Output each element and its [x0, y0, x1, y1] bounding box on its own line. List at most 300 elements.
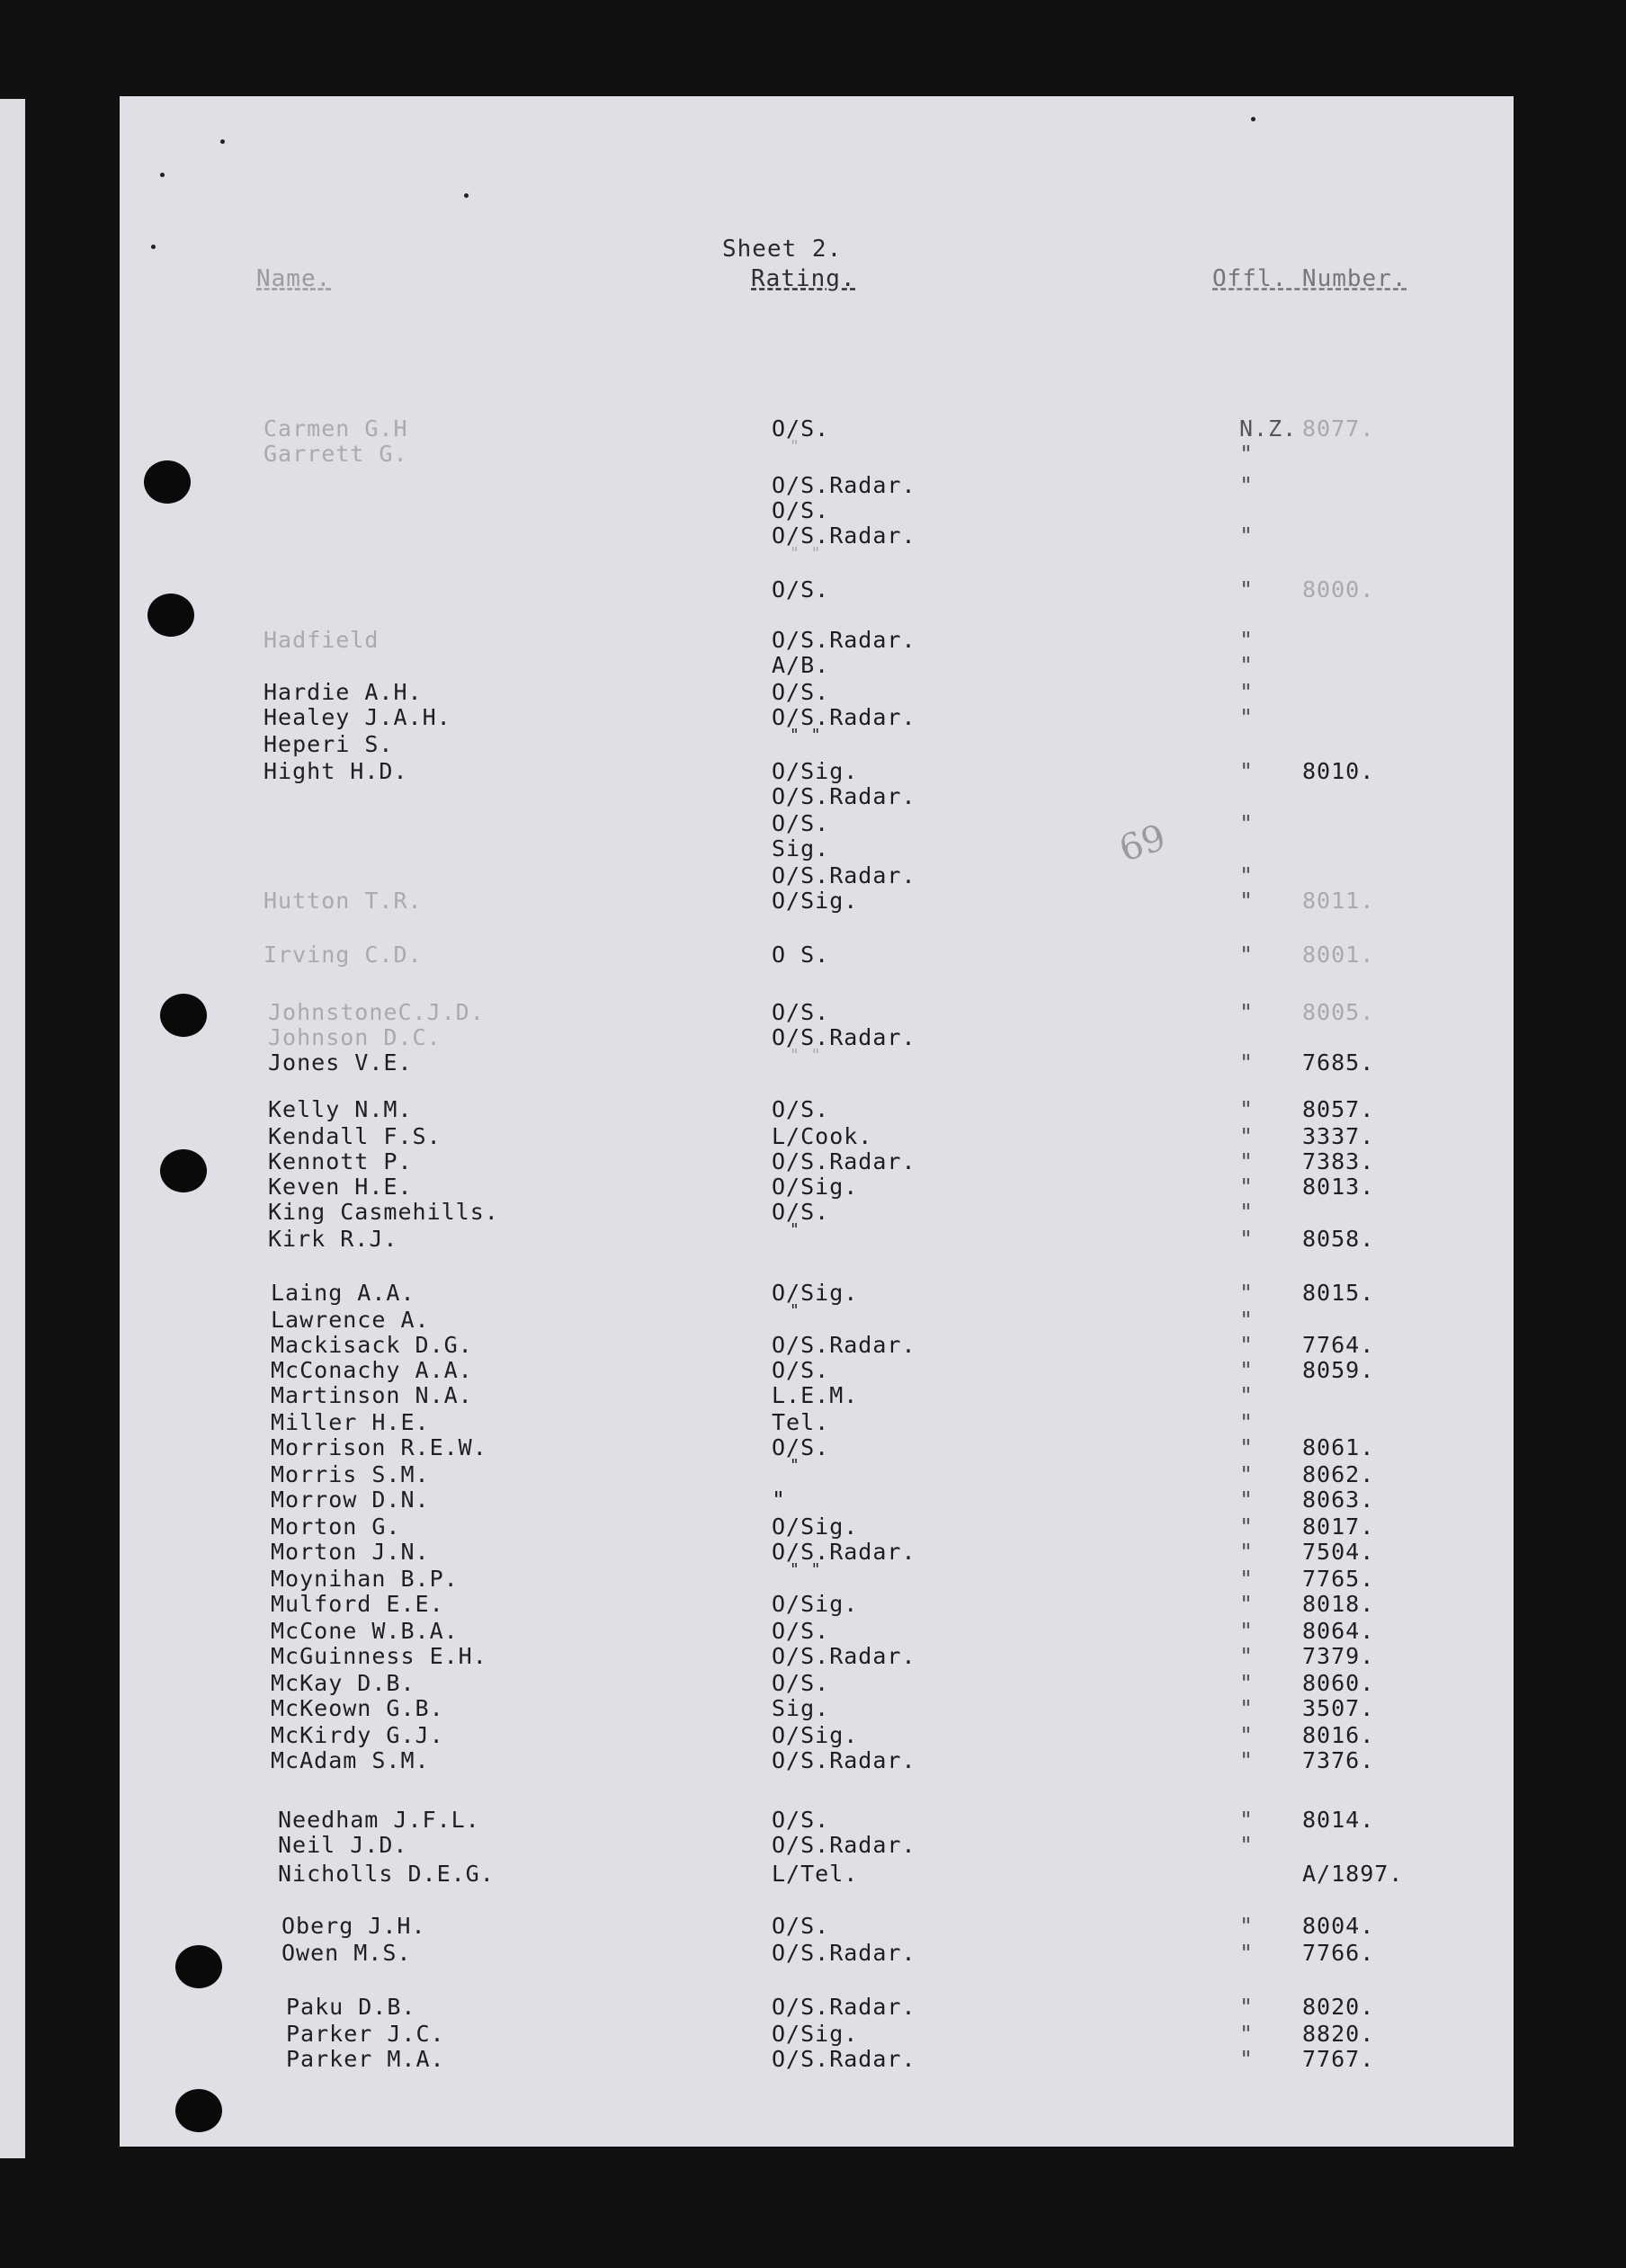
punch-hole: [144, 460, 191, 504]
crew-rating: L.E.M.: [772, 1382, 859, 1408]
number-prefix: ": [1239, 1994, 1255, 2020]
crew-rating: O/S.: [772, 576, 830, 603]
table-row: [120, 1174, 1487, 1199]
crew-rating: O/S.Radar.: [772, 1832, 916, 1858]
number-value: 8057.: [1302, 1096, 1375, 1122]
number-prefix: ": [1239, 862, 1255, 888]
number-prefix: ": [1239, 1643, 1255, 1669]
number-prefix: ": [1239, 472, 1255, 498]
number-value: 8014.: [1302, 1807, 1375, 1833]
crew-name: Kirk R.J.: [268, 1226, 398, 1252]
table-row: [120, 1357, 1487, 1382]
crew-rating: O/S.: [772, 1434, 830, 1460]
crew-rating: O/Sig.: [772, 1174, 859, 1200]
ditto-mark: " ": [790, 726, 822, 745]
official-number: [1239, 1226, 1469, 1252]
official-number: [1239, 576, 1469, 603]
ditto-mark: ": [790, 1301, 800, 1320]
number-value: 7765.: [1302, 1566, 1375, 1592]
number-prefix: ": [1239, 2021, 1255, 2047]
crew-name: Lawrence A.: [271, 1307, 430, 1333]
official-number: [1239, 1174, 1469, 1200]
crew-name: Miller H.E.: [271, 1409, 430, 1435]
number-prefix: ": [1239, 1409, 1255, 1435]
number-value: 7685.: [1302, 1049, 1375, 1076]
official-number: [1239, 1096, 1469, 1122]
number-prefix: ": [1239, 679, 1255, 705]
punch-hole: [147, 594, 194, 637]
crew-rating: O/S.: [772, 810, 830, 836]
number-prefix: ": [1239, 1695, 1255, 1721]
table-row: [120, 1307, 1487, 1332]
number-prefix: ": [1239, 1049, 1255, 1076]
official-number: [1239, 2046, 1469, 2072]
crew-name: McCone W.B.A.: [271, 1618, 459, 1644]
number-prefix: ": [1239, 704, 1255, 730]
official-number: [1239, 1670, 1469, 1696]
table-row: [120, 1487, 1487, 1512]
table-row: [120, 1591, 1487, 1616]
number-value: 3507.: [1302, 1695, 1375, 1721]
table-row: [120, 1618, 1487, 1643]
crew-name: Garrett G.: [264, 441, 408, 467]
official-number: [1239, 1566, 1469, 1592]
official-number: [1239, 652, 1469, 678]
crew-rating: O/S.Radar.: [772, 704, 916, 730]
table-row: [120, 783, 1487, 808]
official-number: [1239, 1591, 1469, 1617]
number-prefix: ": [1239, 1199, 1255, 1225]
crew-rating: A/B.: [772, 652, 830, 678]
number-value: 8005.: [1302, 999, 1375, 1025]
number-prefix: ": [1239, 1280, 1255, 1306]
column-header-name: Name.: [256, 265, 332, 292]
crew-rating: O/S.Radar.: [772, 1747, 916, 1773]
crew-name: Martinson N.A.: [271, 1382, 473, 1408]
ink-speck: [1251, 117, 1255, 121]
crew-name: McGuinness E.H.: [271, 1643, 487, 1669]
official-number: [1239, 1357, 1469, 1383]
official-number: [1239, 1832, 1469, 1858]
official-number: [1239, 835, 1469, 862]
number-value: 7376.: [1302, 1747, 1375, 1773]
crew-rating: O/Sig.: [772, 1280, 859, 1306]
number-value: A/1897.: [1302, 1861, 1404, 1887]
ditto-mark: ": [790, 1456, 800, 1475]
number-value: 7383.: [1302, 1148, 1375, 1174]
number-prefix: ": [1239, 1913, 1255, 1939]
official-number: [1239, 1618, 1469, 1644]
table-row: [120, 472, 1487, 497]
official-number: [1239, 1461, 1469, 1487]
official-number: [1239, 1332, 1469, 1358]
crew-rating: O/S.: [772, 1807, 830, 1833]
crew-rating: O/S.: [772, 1618, 830, 1644]
crew-rating: L/Cook.: [772, 1123, 873, 1149]
official-number: [1239, 551, 1469, 577]
crew-rating: L/Tel.: [772, 1861, 859, 1887]
crew-rating: O/S.Radar.: [772, 1332, 916, 1358]
crew-name: Jones V.E.: [268, 1049, 413, 1076]
number-prefix: ": [1239, 1382, 1255, 1408]
crew-rating: O/S.Radar.: [772, 1643, 916, 1669]
number-prefix: ": [1239, 1434, 1255, 1460]
number-prefix: ": [1239, 1670, 1255, 1696]
table-row: [120, 1994, 1487, 2019]
sheet-title: Sheet 2.: [722, 236, 843, 263]
ditto-mark: ": [790, 1220, 800, 1239]
number-value: 7766.: [1302, 1940, 1375, 1966]
punch-hole: [160, 994, 207, 1037]
official-number: [1239, 783, 1469, 809]
crew-rating: O/S.Radar.: [772, 783, 916, 809]
crew-name: Hadfield: [264, 627, 380, 653]
crew-rating: O/S.Radar.: [772, 627, 916, 653]
table-row: [120, 627, 1487, 652]
table-row: [120, 810, 1487, 835]
official-number: [1239, 862, 1469, 888]
crew-rating: Sig.: [772, 835, 830, 862]
official-number: [1239, 1539, 1469, 1565]
ditto-mark: " ": [790, 544, 822, 563]
table-row: [120, 1226, 1487, 1251]
crew-rating: O/Sig.: [772, 1591, 859, 1617]
crew-name: Healey J.A.H.: [264, 704, 451, 730]
crew-name: Moynihan B.P.: [271, 1566, 459, 1592]
ink-speck: [220, 139, 225, 144]
table-row: [120, 942, 1487, 967]
table-row: [120, 551, 1487, 576]
official-number: [1239, 1049, 1469, 1076]
official-number: [1239, 441, 1469, 467]
number-value: 8001.: [1302, 942, 1375, 968]
number-prefix: ": [1239, 810, 1255, 836]
crew-rating: O/S.Radar.: [772, 1994, 916, 2020]
official-number: [1239, 1747, 1469, 1773]
table-row: [120, 1332, 1487, 1357]
crew-name: Neil J.D.: [278, 1832, 408, 1858]
official-number: [1239, 1861, 1469, 1887]
crew-name: McKirdy G.J.: [271, 1722, 444, 1748]
official-number: [1239, 888, 1469, 914]
official-number: [1239, 1409, 1469, 1435]
crew-rating: O/Sig.: [772, 1722, 859, 1748]
number-prefix: ": [1239, 1747, 1255, 1773]
number-value: 8063.: [1302, 1487, 1375, 1513]
crew-name: Parker J.C.: [286, 2021, 445, 2047]
ink-speck: [160, 173, 165, 177]
crew-rating: O/S.: [772, 415, 830, 442]
crew-name: Heperi S.: [264, 731, 394, 757]
table-row: [120, 862, 1487, 888]
crew-rating: O/Sig.: [772, 888, 859, 914]
number-prefix: ": [1239, 576, 1255, 603]
table-row: [120, 1148, 1487, 1174]
crew-rating: O/S.: [772, 999, 830, 1025]
number-prefix: ": [1239, 1566, 1255, 1592]
number-value: 7764.: [1302, 1332, 1375, 1358]
crew-rating: O/S.Radar.: [772, 1024, 916, 1050]
number-prefix: ": [1239, 1461, 1255, 1487]
number-value: 8061.: [1302, 1434, 1375, 1460]
table-row: [120, 1123, 1487, 1148]
column-header-official-number: Offl. Number.: [1212, 265, 1407, 292]
table-row: [120, 1722, 1487, 1747]
official-number: [1239, 1123, 1469, 1149]
document-sheet: [120, 96, 1514, 2147]
official-number: [1239, 1487, 1469, 1513]
official-number: [1239, 679, 1469, 705]
table-row: [120, 2046, 1487, 2071]
crew-rating: O/S.: [772, 1096, 830, 1122]
crew-name: Morris S.M.: [271, 1461, 430, 1487]
table-row: [120, 1670, 1487, 1695]
number-prefix: ": [1239, 1487, 1255, 1513]
crew-name: McKeown G.B.: [271, 1695, 444, 1721]
number-prefix: ": [1239, 2046, 1255, 2072]
number-value: 8004.: [1302, 1913, 1375, 1939]
number-value: 8062.: [1302, 1461, 1375, 1487]
number-prefix: ": [1239, 1148, 1255, 1174]
ink-speck: [464, 193, 469, 198]
official-number: [1239, 1722, 1469, 1748]
table-row: [120, 1513, 1487, 1539]
table-row: [120, 1382, 1487, 1407]
crew-name: Carmen G.H: [264, 415, 408, 442]
number-prefix: ": [1239, 1618, 1255, 1644]
official-number: [1239, 810, 1469, 836]
number-prefix: ": [1239, 1332, 1255, 1358]
number-prefix: ": [1239, 1307, 1255, 1333]
crew-name: Morrow D.N.: [271, 1487, 430, 1513]
crew-name: Hardie A.H.: [264, 679, 423, 705]
crew-name: McKay D.B.: [271, 1670, 415, 1696]
number-prefix: ": [1239, 999, 1255, 1025]
punch-hole: [160, 1149, 207, 1192]
table-row: [120, 758, 1487, 783]
crew-name: McConachy A.A.: [271, 1357, 473, 1383]
punch-hole: [175, 1945, 222, 1988]
crew-name: King Casmehills.: [268, 1199, 499, 1225]
official-number: [1239, 1513, 1469, 1540]
crew-rating: O/Sig.: [772, 758, 859, 784]
ditto-mark: " ": [790, 1560, 822, 1579]
crew-name: Paku D.B.: [286, 1994, 416, 2020]
number-prefix: ": [1239, 1807, 1255, 1833]
number-prefix: ": [1239, 942, 1255, 968]
crew-name: Hutton T.R.: [264, 888, 423, 914]
ditto-mark: " ": [790, 1046, 822, 1065]
table-row: [120, 731, 1487, 756]
page-stamp: 69: [1114, 817, 1171, 871]
number-value: 8011.: [1302, 888, 1375, 914]
crew-name: Mackisack D.G.: [271, 1332, 473, 1358]
crew-rating: Tel.: [772, 1409, 830, 1435]
table-row: [120, 1832, 1487, 1857]
number-value: 8060.: [1302, 1670, 1375, 1696]
number-prefix: ": [1239, 1591, 1255, 1617]
official-number: [1239, 2021, 1469, 2047]
number-prefix: ": [1239, 1940, 1255, 1966]
crew-rating: O/S.Radar.: [772, 862, 916, 888]
number-prefix: ": [1239, 1226, 1255, 1252]
crew-rating: O/S.: [772, 1670, 830, 1696]
crew-rating: O/S.: [772, 1913, 830, 1939]
number-value: 8015.: [1302, 1280, 1375, 1306]
official-number: [1239, 1807, 1469, 1833]
official-number: [1239, 1695, 1469, 1721]
official-number: [1239, 758, 1469, 784]
table-row: [120, 835, 1487, 861]
official-number: [1239, 731, 1469, 757]
number-prefix: N.Z.: [1239, 415, 1298, 442]
number-prefix: ": [1239, 1357, 1255, 1383]
crew-name: JohnstoneC.J.D.: [268, 999, 485, 1025]
number-prefix: ": [1239, 758, 1255, 784]
number-value: 8058.: [1302, 1226, 1375, 1252]
crew-name: Hight H.D.: [264, 758, 408, 784]
crew-rating: O/S.: [772, 679, 830, 705]
official-number: [1239, 522, 1469, 549]
number-value: 8000.: [1302, 576, 1375, 603]
crew-name: Irving C.D.: [264, 942, 423, 968]
number-prefix: ": [1239, 888, 1255, 914]
official-number: [1239, 627, 1469, 653]
crew-name: Nicholls D.E.G.: [278, 1861, 495, 1887]
number-prefix: ": [1239, 1096, 1255, 1122]
number-prefix: ": [1239, 627, 1255, 653]
crew-name: Parker M.A.: [286, 2046, 445, 2072]
number-value: 7379.: [1302, 1643, 1375, 1669]
crew-rating: ": [772, 1487, 787, 1513]
official-number: [1239, 942, 1469, 968]
crew-name: Morton G.: [271, 1513, 401, 1540]
table-row: [120, 1409, 1487, 1434]
table-row: [120, 1913, 1487, 1938]
table-row: [120, 1807, 1487, 1832]
crew-name: Mulford E.E.: [271, 1591, 444, 1617]
official-number: [1239, 415, 1469, 442]
crew-name: Kendall F.S.: [268, 1123, 442, 1149]
crew-rating: O/S.Radar.: [772, 1940, 916, 1966]
official-number: [1239, 1382, 1469, 1408]
crew-name: Needham J.F.L.: [278, 1807, 480, 1833]
crew-rating: Sig.: [772, 1695, 830, 1721]
table-row: [120, 1049, 1487, 1075]
number-value: 8020.: [1302, 1994, 1375, 2020]
crew-name: Johnson D.C.: [268, 1024, 442, 1050]
table-row: [120, 1695, 1487, 1720]
number-value: 7504.: [1302, 1539, 1375, 1565]
official-number: [1239, 704, 1469, 730]
ink-speck: [151, 245, 156, 249]
number-value: 8010.: [1302, 758, 1375, 784]
table-row: [120, 441, 1487, 466]
number-prefix: ": [1239, 652, 1255, 678]
crew-name: Morrison R.E.W.: [271, 1434, 487, 1460]
number-value: 8077.: [1302, 415, 1375, 442]
crew-name: Morton J.N.: [271, 1539, 430, 1565]
number-prefix: ": [1239, 1174, 1255, 1200]
official-number: [1239, 472, 1469, 498]
crew-name: Kennott P.: [268, 1148, 413, 1174]
number-value: 8016.: [1302, 1722, 1375, 1748]
official-number: [1239, 1307, 1469, 1333]
table-row: [120, 1940, 1487, 1965]
number-value: 8013.: [1302, 1174, 1375, 1200]
crew-rating: O/S.Radar.: [772, 1148, 916, 1174]
crew-rating: O/S.Radar.: [772, 472, 916, 498]
number-value: 8018.: [1302, 1591, 1375, 1617]
number-prefix: ": [1239, 1513, 1255, 1540]
crew-name: McAdam S.M.: [271, 1747, 430, 1773]
number-value: 8059.: [1302, 1357, 1375, 1383]
crew-rating: O S.: [772, 942, 830, 968]
number-value: 8820.: [1302, 2021, 1375, 2047]
crew-name: Kelly N.M.: [268, 1096, 413, 1122]
official-number: [1239, 497, 1469, 523]
official-number: [1239, 1024, 1469, 1050]
number-prefix: ": [1239, 1722, 1255, 1748]
table-row: [120, 2021, 1487, 2046]
official-number: [1239, 1434, 1469, 1460]
crew-rating: O/Sig.: [772, 1513, 859, 1540]
table-row: [120, 1861, 1487, 1886]
table-row: [120, 1566, 1487, 1591]
crew-rating: O/S.Radar.: [772, 2046, 916, 2072]
ditto-mark: ": [790, 437, 800, 456]
crew-name: Owen M.S.: [281, 1940, 412, 1966]
table-row: [120, 522, 1487, 563]
number-value: 8064.: [1302, 1618, 1375, 1644]
official-number: [1239, 1148, 1469, 1174]
official-number: [1239, 1643, 1469, 1669]
table-row: [120, 576, 1487, 602]
number-prefix: ": [1239, 441, 1255, 467]
number-value: 7767.: [1302, 2046, 1375, 2072]
table-row: [120, 1096, 1487, 1121]
number-prefix: ": [1239, 1539, 1255, 1565]
crew-name: Keven H.E.: [268, 1174, 413, 1200]
crew-rating: O/S.: [772, 497, 830, 523]
number-prefix: ": [1239, 1832, 1255, 1858]
number-value: 3337.: [1302, 1123, 1375, 1149]
table-row: [120, 1747, 1487, 1772]
table-row: [120, 679, 1487, 704]
adjacent-page-edge: [0, 99, 25, 2158]
crew-rating: O/S.: [772, 1199, 830, 1225]
number-prefix: ": [1239, 1123, 1255, 1149]
crew-name: Laing A.A.: [271, 1280, 415, 1306]
crew-rating: O/Sig.: [772, 2021, 859, 2047]
crew-rating: O/S.Radar.: [772, 522, 916, 549]
table-row: [120, 497, 1487, 522]
table-row: [120, 652, 1487, 677]
table-row: [120, 1461, 1487, 1487]
table-row: [120, 1643, 1487, 1668]
official-number: [1239, 1940, 1469, 1966]
crew-rating: O/S.Radar.: [772, 1539, 916, 1565]
number-prefix: ": [1239, 522, 1255, 549]
table-row: [120, 999, 1487, 1024]
column-header-rating: Rating.: [751, 265, 856, 292]
official-number: [1239, 1994, 1469, 2020]
crew-rating: O/S.: [772, 1357, 830, 1383]
official-number: [1239, 1913, 1469, 1939]
official-number: [1239, 999, 1469, 1025]
official-number: [1239, 1280, 1469, 1306]
punch-hole: [175, 2089, 222, 2132]
